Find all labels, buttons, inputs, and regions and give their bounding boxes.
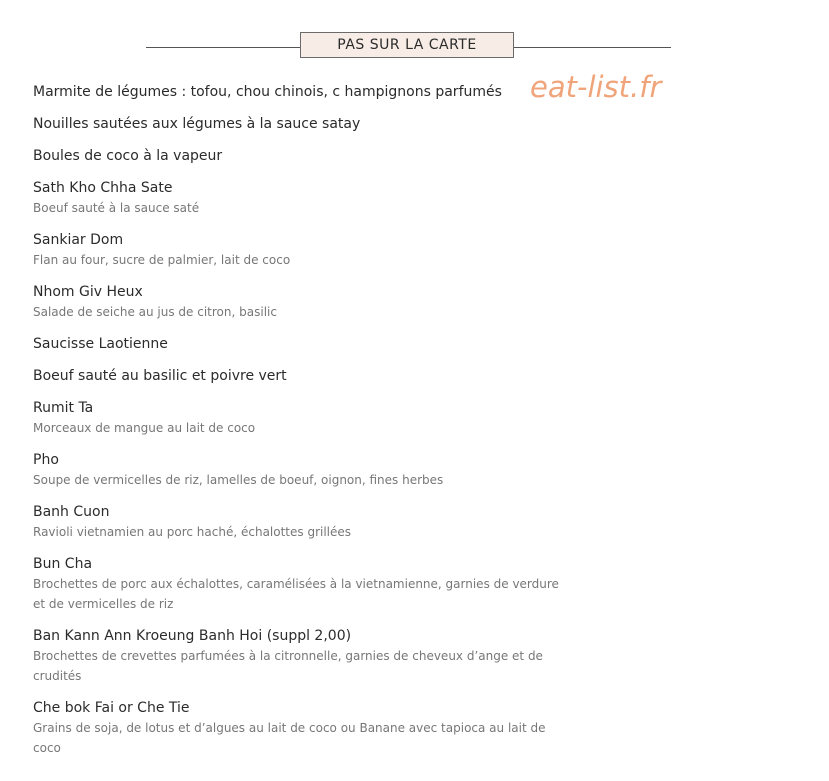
menu-item-description: Boeuf sauté à la sauce saté xyxy=(33,201,200,215)
section-title: PAS SUR LA CARTE xyxy=(300,32,514,58)
menu-item-name: Ban Kann Ann Kroeung Banh Hoi (suppl 2,00) xyxy=(33,628,352,644)
menu-item xyxy=(33,146,563,166)
menu-item-name: Boules de coco à la vapeur xyxy=(33,148,223,164)
menu-item-name: Saucisse Laotienne xyxy=(33,336,168,352)
menu-item xyxy=(33,626,563,686)
menu-item xyxy=(33,698,563,758)
menu-item-name: Nouilles sautées aux légumes à la sauce satay xyxy=(33,116,361,132)
menu-item xyxy=(33,450,563,490)
menu-item-name: Boeuf sauté au basilic et poivre vert xyxy=(33,368,287,384)
menu-item-name: Marmite de légumes : tofou, chou chinois, c hampignons parfumés xyxy=(33,84,502,100)
menu-item-description: Soupe de vermicelles de riz, lamelles de boeuf, oignon, fines herbes xyxy=(33,473,444,487)
menu-item-name: Che bok Fai or Che Tie xyxy=(33,700,190,716)
menu-item-description: Brochettes de porc aux échalottes, caramélisées à la vietnamienne, garnies de verdure et de vermicelles de riz xyxy=(33,577,559,611)
menu-item-name: Nhom Giv Heux xyxy=(33,284,143,300)
menu-item-description: Ravioli vietnamien au porc haché, échalottes grillées xyxy=(33,525,352,539)
menu-item-name: Sath Kho Chha Sate xyxy=(33,180,173,196)
section-header xyxy=(146,32,671,60)
menu-item-description: Salade de seiche au jus de citron, basilic xyxy=(33,305,277,319)
menu-item-name: Bun Cha xyxy=(33,556,93,572)
menu-item xyxy=(33,114,563,134)
menu-item-name: Banh Cuon xyxy=(33,504,110,520)
watermark-text: eat-list.fr xyxy=(530,70,662,104)
menu-item xyxy=(33,398,563,438)
menu-item xyxy=(33,554,563,614)
menu-list xyxy=(33,82,563,758)
menu-item xyxy=(33,282,563,322)
menu-item xyxy=(33,334,563,354)
menu-item xyxy=(33,502,563,542)
menu-item-description: Flan au four, sucre de palmier, lait de coco xyxy=(33,253,291,267)
menu-item xyxy=(33,230,563,270)
menu-item xyxy=(33,366,563,386)
menu-item-description: Brochettes de crevettes parfumées à la citronnelle, garnies de cheveux d’ange et de crudités xyxy=(33,649,543,683)
menu-item-description: Morceaux de mangue au lait de coco xyxy=(33,421,256,435)
menu-item-name: Rumit Ta xyxy=(33,400,94,416)
menu-item xyxy=(33,178,563,218)
menu-item-description: Grains de soja, de lotus et d’algues au lait de coco ou Banane avec tapioca au lait de coco xyxy=(33,721,546,755)
menu-item-name: Sankiar Dom xyxy=(33,232,124,248)
menu-item-name: Pho xyxy=(33,452,59,468)
menu-item xyxy=(33,82,563,102)
